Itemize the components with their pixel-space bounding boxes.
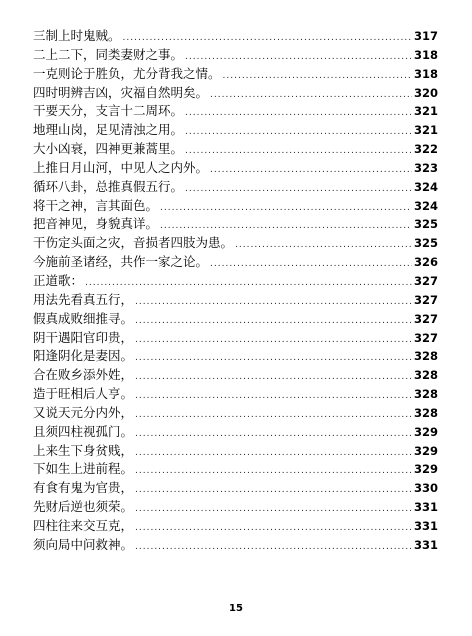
toc-entry	[33, 291, 438, 310]
toc-entry-title: 假真成败细推寻。	[33, 310, 134, 326]
toc-entry-page: 321	[413, 104, 438, 119]
toc-entry	[33, 253, 438, 272]
toc-entry-title: 三制上时鬼贼。	[33, 28, 121, 43]
dot-leader	[210, 255, 412, 274]
toc-entry-title: 四柱往来交互克，	[33, 517, 134, 533]
dot-leader	[160, 199, 412, 218]
dot-leader	[185, 142, 412, 161]
toc-entry	[33, 423, 438, 442]
toc-entry-page: 324	[413, 179, 438, 194]
toc-entry-page: 331	[413, 518, 438, 533]
dot-leader	[135, 538, 412, 557]
toc-entry-title: 阳逢阴化是妻因。	[33, 348, 134, 364]
toc-entry-title: 干伤定头面之灾，音损者四肢为患。	[33, 235, 234, 251]
toc-entry	[33, 272, 438, 291]
dot-leader	[135, 293, 412, 312]
toc-entry-title: 又说天元分内外，	[33, 404, 134, 420]
toc-entry	[33, 385, 438, 404]
toc-entry	[33, 498, 438, 517]
toc-entry-title: 先财后逆也须荣。	[33, 499, 134, 515]
toc-entry-page: 329	[413, 424, 438, 439]
dot-leader	[185, 123, 412, 142]
toc-entry-page: 328	[413, 349, 438, 364]
dot-leader	[185, 104, 412, 123]
toc-entry-page: 329	[413, 443, 438, 458]
page-number: 15	[229, 603, 243, 614]
toc-entry	[33, 84, 438, 103]
dot-leader	[185, 180, 412, 199]
toc-entry-page: 317	[413, 29, 438, 43]
toc-entry-page: 318	[413, 47, 438, 62]
toc-entry-title: 且须四柱视孤门。	[33, 423, 134, 439]
toc-entry-page: 326	[413, 255, 438, 270]
toc-entry	[33, 460, 438, 479]
toc-entry	[33, 27, 438, 46]
dot-leader	[85, 274, 412, 293]
toc-entry-title: 须向局中问救神。	[33, 536, 134, 552]
toc-entry	[33, 121, 438, 140]
toc-entry-page: 324	[413, 198, 438, 213]
toc-entry-title: 二上二下，同类妻财之事。	[33, 46, 184, 62]
toc-entry-page: 331	[413, 500, 438, 515]
toc-entry	[33, 404, 438, 423]
toc-entry-title: 将干之神，言其面色。	[33, 197, 159, 213]
toc-entry-title: 大小凶衰，四神更兼蒿里。	[33, 141, 184, 157]
toc-entry	[33, 234, 438, 253]
toc-entry	[33, 442, 438, 461]
toc-entry	[33, 197, 438, 216]
toc-entry-page: 328	[413, 368, 438, 383]
toc-entry-title: 一克则论于胜负，尤分背我之情。	[33, 65, 221, 81]
toc-entry	[33, 46, 438, 65]
toc-entry-page: 327	[413, 292, 438, 307]
toc-entry	[33, 366, 438, 385]
toc-entry-page: 331	[413, 537, 438, 552]
dot-leader	[135, 368, 412, 387]
toc-entry-title: 地理山岗，足见清浊之用。	[33, 122, 184, 138]
dot-leader	[135, 500, 412, 519]
toc-entry-page: 323	[413, 160, 438, 175]
toc-entry	[33, 536, 438, 555]
toc-entry-page: 328	[413, 387, 438, 402]
toc-entry-page: 321	[413, 123, 438, 138]
table-of-contents	[33, 27, 438, 555]
toc-entry-title: 阴干遇阳官印贵，	[33, 329, 134, 345]
dot-leader	[135, 519, 412, 538]
dot-leader	[223, 67, 412, 86]
toc-entry-title: 有食有鬼为官贵，	[33, 480, 134, 496]
toc-entry-page: 327	[413, 273, 438, 288]
dot-leader	[135, 444, 412, 463]
toc-entry-page: 322	[413, 142, 438, 157]
dot-leader	[235, 236, 412, 255]
toc-entry	[33, 347, 438, 366]
toc-entry-title: 正道歌：	[33, 272, 84, 288]
toc-entry-title: 干要天分，支言十二周环。	[33, 103, 184, 119]
toc-entry	[33, 310, 438, 329]
toc-entry-title: 把音神见，身貌真详。	[33, 216, 159, 232]
toc-entry-page: 328	[413, 405, 438, 420]
dot-leader	[135, 425, 412, 444]
dot-leader	[135, 331, 412, 350]
toc-entry-page: 318	[413, 66, 438, 81]
dot-leader	[135, 462, 412, 481]
dot-leader	[135, 406, 412, 425]
dot-leader	[135, 481, 412, 500]
toc-entry-title: 上来生下身贫贱，	[33, 442, 134, 458]
toc-entry	[33, 479, 438, 498]
toc-entry-title: 循环八卦，总推真假五行。	[33, 178, 184, 194]
toc-entry	[33, 102, 438, 121]
toc-entry-page: 329	[413, 462, 438, 477]
toc-entry-title: 今施前圣诸经，共作一家之论。	[33, 254, 209, 270]
toc-entry	[33, 329, 438, 348]
toc-entry	[33, 159, 438, 178]
dot-leader	[135, 387, 412, 406]
dot-leader	[135, 349, 412, 368]
toc-entry-page: 327	[413, 311, 438, 326]
toc-entry-title: 上推日月山河，中见人之内外。	[33, 159, 209, 175]
toc-entry-page: 325	[413, 217, 438, 232]
toc-entry-title: 下如生上进前程。	[33, 461, 134, 477]
dot-leader	[210, 86, 412, 105]
toc-entry	[33, 517, 438, 536]
toc-entry-page: 325	[413, 236, 438, 251]
toc-entry-title: 四时明辨吉凶，灾福自然明矣。	[33, 84, 209, 100]
toc-entry	[33, 178, 438, 197]
dot-leader	[210, 161, 412, 180]
toc-entry	[33, 140, 438, 159]
toc-entry-title: 造于旺相后人亨。	[33, 386, 134, 402]
toc-entry	[33, 215, 438, 234]
toc-entry-title: 合在败乡添外姓，	[33, 367, 134, 383]
dot-leader	[135, 312, 412, 331]
toc-entry-page: 330	[413, 481, 438, 496]
toc-entry	[33, 65, 438, 84]
toc-entry-title: 用法先看真五行，	[33, 291, 134, 307]
toc-entry-page: 320	[413, 85, 438, 100]
toc-entry-page: 327	[413, 330, 438, 345]
